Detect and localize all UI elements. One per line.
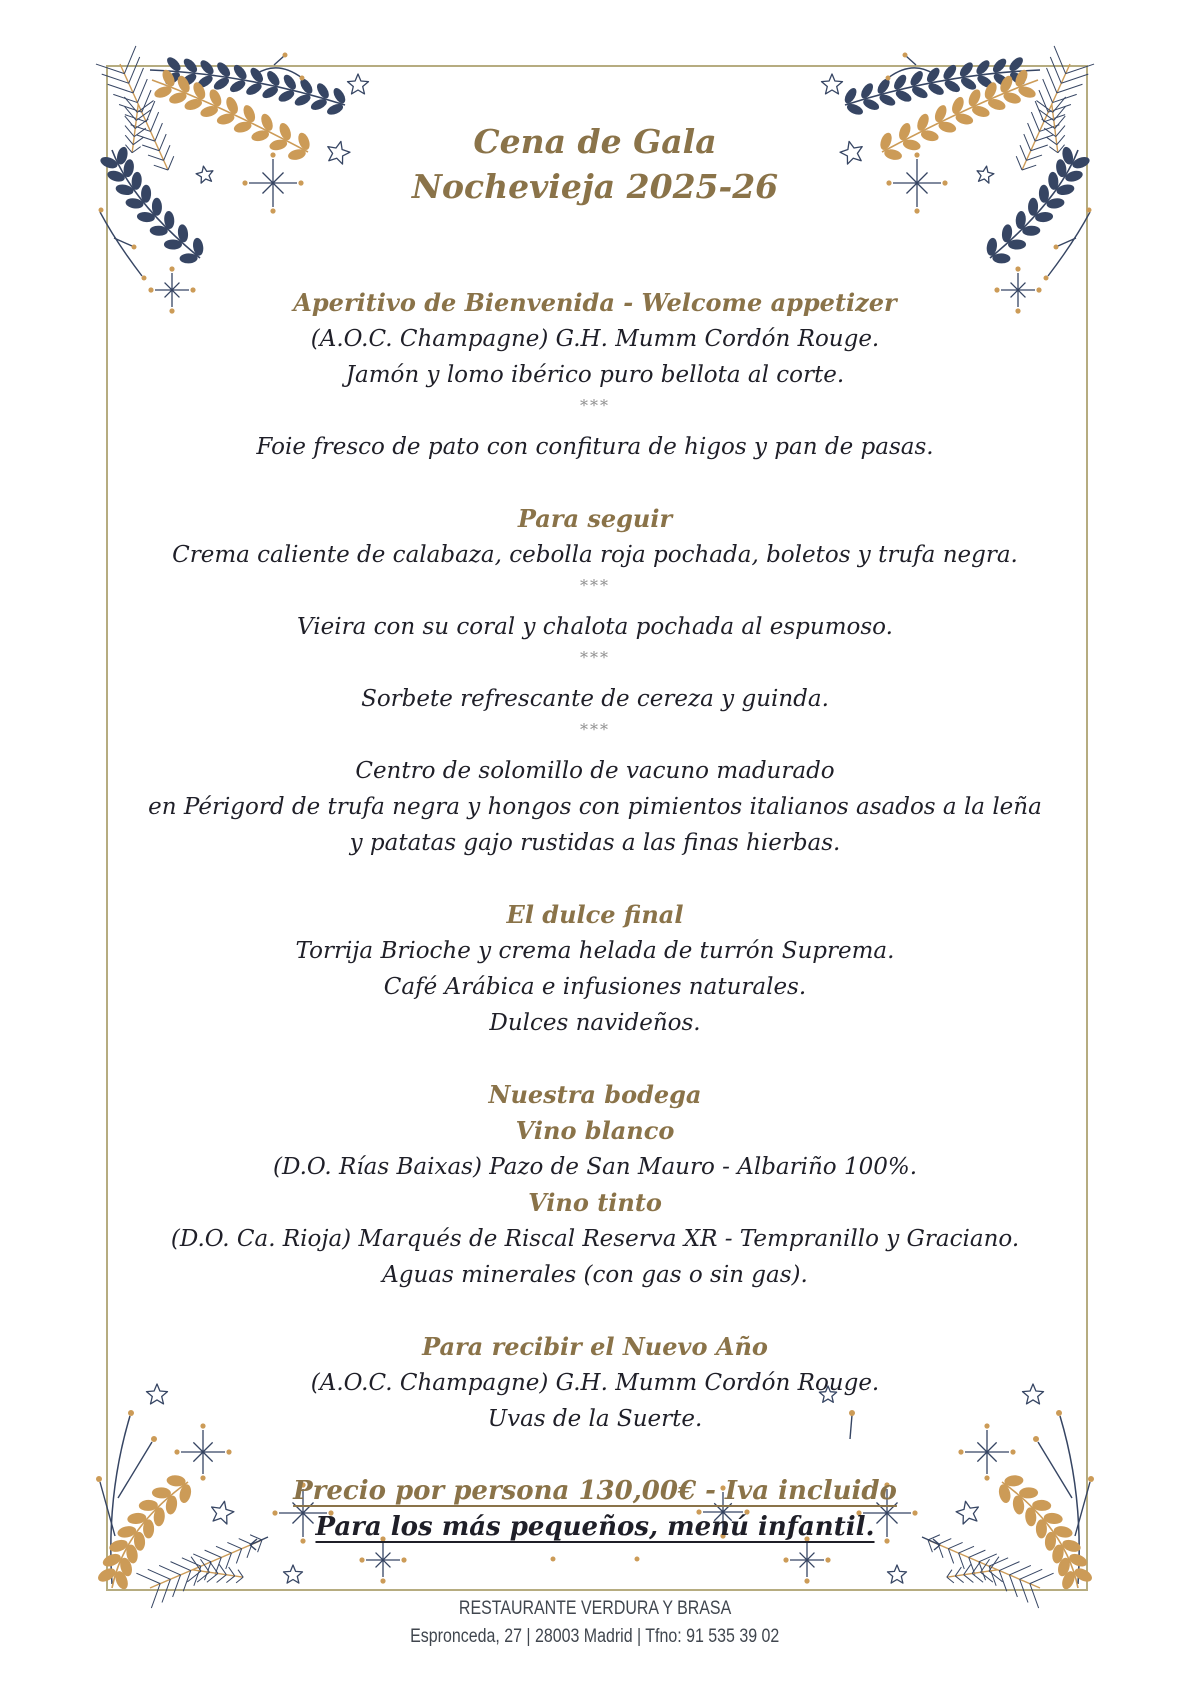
menu-item: Dulces navideños. — [489, 1010, 701, 1036]
menu-item: Uvas de la Suerte. — [487, 1406, 703, 1432]
menu-section-heading: Nuestra bodega — [488, 1080, 702, 1109]
footer — [0, 1592, 1190, 1650]
berry-twig-icon — [256, 53, 305, 81]
restaurant-name: RESTAURANTE VERDURA Y BRASA — [458, 1598, 732, 1619]
menu-item: (D.O. Ca. Rioja) Marqués de Riscal Reserva XR - Tempranillo y Graciano. — [170, 1226, 1020, 1252]
kids-menu-line: Para los más pequeños, menú infantil. — [315, 1512, 875, 1542]
menu-separator: *** — [580, 396, 610, 415]
star-icon — [888, 1565, 907, 1583]
menu-section-heading: Aperitivo de Bienvenida - Welcome appetizer — [293, 288, 897, 317]
menu-item: y patatas gajo rustidas a las finas hierbas. — [349, 830, 841, 856]
page-title-line1: Cena de Gala — [473, 122, 717, 161]
menu-spacer — [0, 1041, 1190, 1077]
menu-item: Café Arábica e infusiones naturales. — [383, 974, 807, 1000]
menu-section-heading: Para recibir el Nuevo Año — [422, 1332, 768, 1361]
menu-item: (A.O.C. Champagne) G.H. Mumm Cordón Rouge. — [310, 326, 880, 352]
menu-section-heading: Para seguir — [517, 504, 673, 533]
page-title-line2: Nochevieja 2025-26 — [411, 167, 779, 206]
berry-twig-icon — [886, 53, 935, 81]
menu-spacer — [0, 465, 1190, 501]
star-icon — [822, 74, 843, 94]
menu-item: en Périgord de trufa negra y hongos con pimientos italianos asados a la leña — [148, 794, 1042, 820]
menu-body — [0, 285, 1190, 1545]
menu-section-heading: Vino tinto — [528, 1188, 662, 1217]
price-line: Precio por persona 130,00€ - Iva incluido — [293, 1476, 897, 1506]
menu-item: (A.O.C. Champagne) G.H. Mumm Cordón Rouge. — [310, 1370, 880, 1396]
star-icon — [348, 74, 369, 94]
menu-spacer — [0, 1437, 1190, 1473]
sparkle-dot-icon — [551, 1557, 556, 1562]
menu-spacer — [0, 861, 1190, 897]
menu-spacer — [0, 1293, 1190, 1329]
menu-item: Sorbete refrescante de cereza y guinda. — [361, 686, 829, 712]
menu-item: Jamón y lomo ibérico puro bellota al corte. — [345, 362, 845, 388]
restaurant-address-phone: Espronceda, 27 | 28003 Madrid | Tfno: 91 535 39 02 — [410, 1626, 780, 1647]
menu-section-heading: Vino blanco — [515, 1116, 675, 1145]
menu-item: Centro de solomillo de vacuno madurado — [355, 758, 835, 784]
menu-separator: *** — [580, 648, 610, 667]
menu-item: Foie fresco de pato con confitura de higos y pan de pasas. — [256, 434, 934, 460]
menu-separator: *** — [580, 576, 610, 595]
page-title — [0, 119, 1190, 209]
menu-separator: *** — [580, 720, 610, 739]
menu-section-heading: El dulce final — [506, 900, 684, 929]
menu-item: Crema caliente de calabaza, cebolla roja pochada, boletos y trufa negra. — [172, 542, 1018, 568]
sparkle-dot-icon — [635, 1557, 640, 1562]
menu-item: (D.O. Rías Baixas) Pazo de San Mauro - Albariño 100%. — [272, 1154, 918, 1180]
menu-item: Torrija Brioche y crema helada de turrón Suprema. — [295, 938, 895, 964]
menu-item: Aguas minerales (con gas o sin gas). — [382, 1262, 808, 1288]
star-icon — [284, 1565, 303, 1583]
menu-item: Vieira con su coral y chalota pochada al espumoso. — [297, 614, 893, 640]
